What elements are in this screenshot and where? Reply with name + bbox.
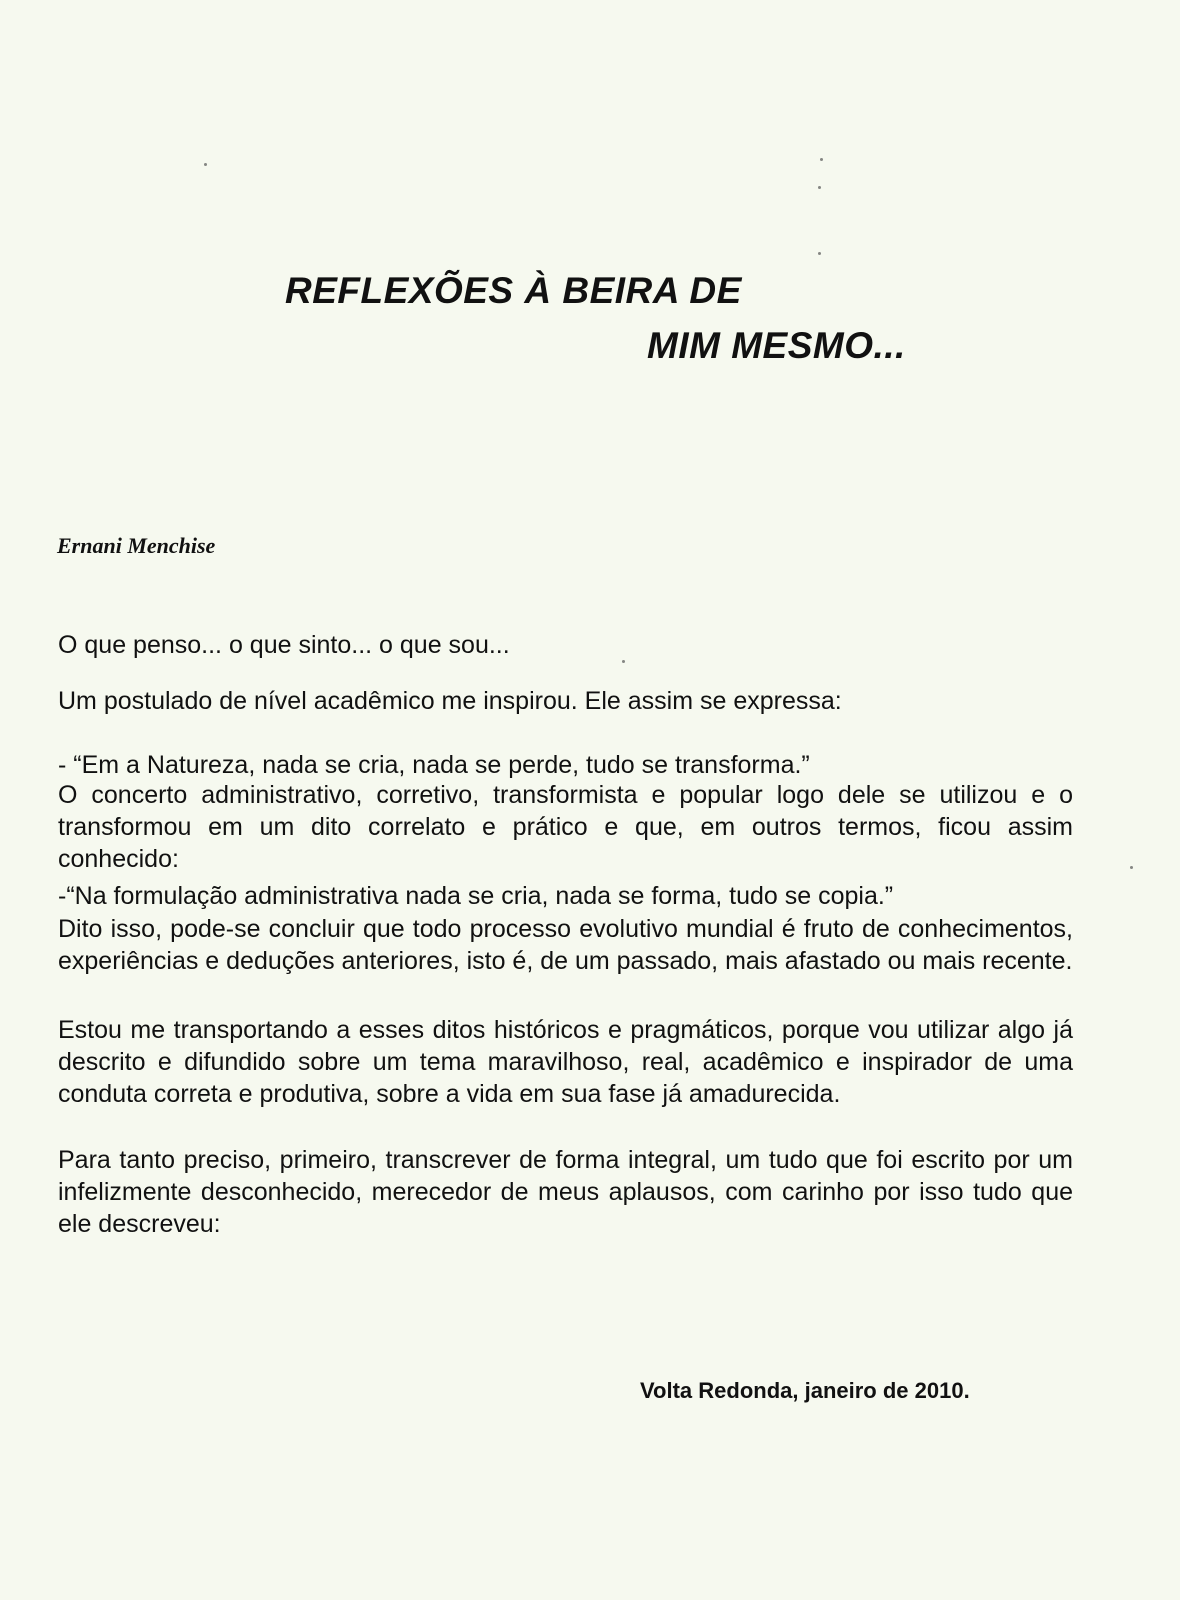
quote-natureza: - “Em a Natureza, nada se cria, nada se perde, tudo se transforma.” [58, 751, 810, 779]
scan-speck [622, 660, 625, 663]
scan-speck [818, 252, 821, 255]
scan-speck [820, 158, 823, 161]
paragraph-dito: Dito isso, pode-se concluir que todo processo evolutivo mundial é fruto de conhecimentos, experiências e deduções anteriores, isto é, de um passado, mais afastado ou mais recente. [58, 915, 1073, 975]
author-name: Ernani Menchise [57, 533, 216, 558]
signature-place-date: Volta Redonda, janeiro de 2010. [640, 1378, 970, 1403]
scan-speck [818, 186, 821, 189]
paragraph-para-tanto: Para tanto preciso, primeiro, transcrever de forma integral, um tudo que foi escrito por um infelizmente desconhecido, merecedor de meus aplausos, com carinho por isso tudo que ele descreveu: [58, 1146, 1073, 1238]
paragraph-postulado: Um postulado de nível acadêmico me inspirou. Ele assim se expressa: [58, 687, 842, 715]
scan-speck [204, 163, 207, 166]
title-line-2: MIM MESMO... [647, 325, 906, 366]
paragraph-intro: O que penso... o que sinto... o que sou... [58, 631, 510, 659]
quote-formulacao: -“Na formulação administrativa nada se cria, nada se forma, tudo se copia.” [58, 882, 894, 910]
title-line-1: REFLEXÕES À BEIRA DE [285, 270, 742, 311]
paragraph-concerto: O concerto administrativo, corretivo, transformista e popular logo dele se utilizou e o transformou em um dito correlato e prático e que, em outros termos, ficou assim conhecido: [58, 781, 1073, 873]
scan-speck [1130, 866, 1133, 869]
paragraph-estou: Estou me transportando a esses ditos históricos e pragmáticos, porque vou utilizar algo já descrito e difundido sobre um tema maravilhoso, real, acadêmico e inspirador de uma conduta correta e produtiva, sobre a vida em sua fase já amadurecida. [58, 1016, 1073, 1108]
